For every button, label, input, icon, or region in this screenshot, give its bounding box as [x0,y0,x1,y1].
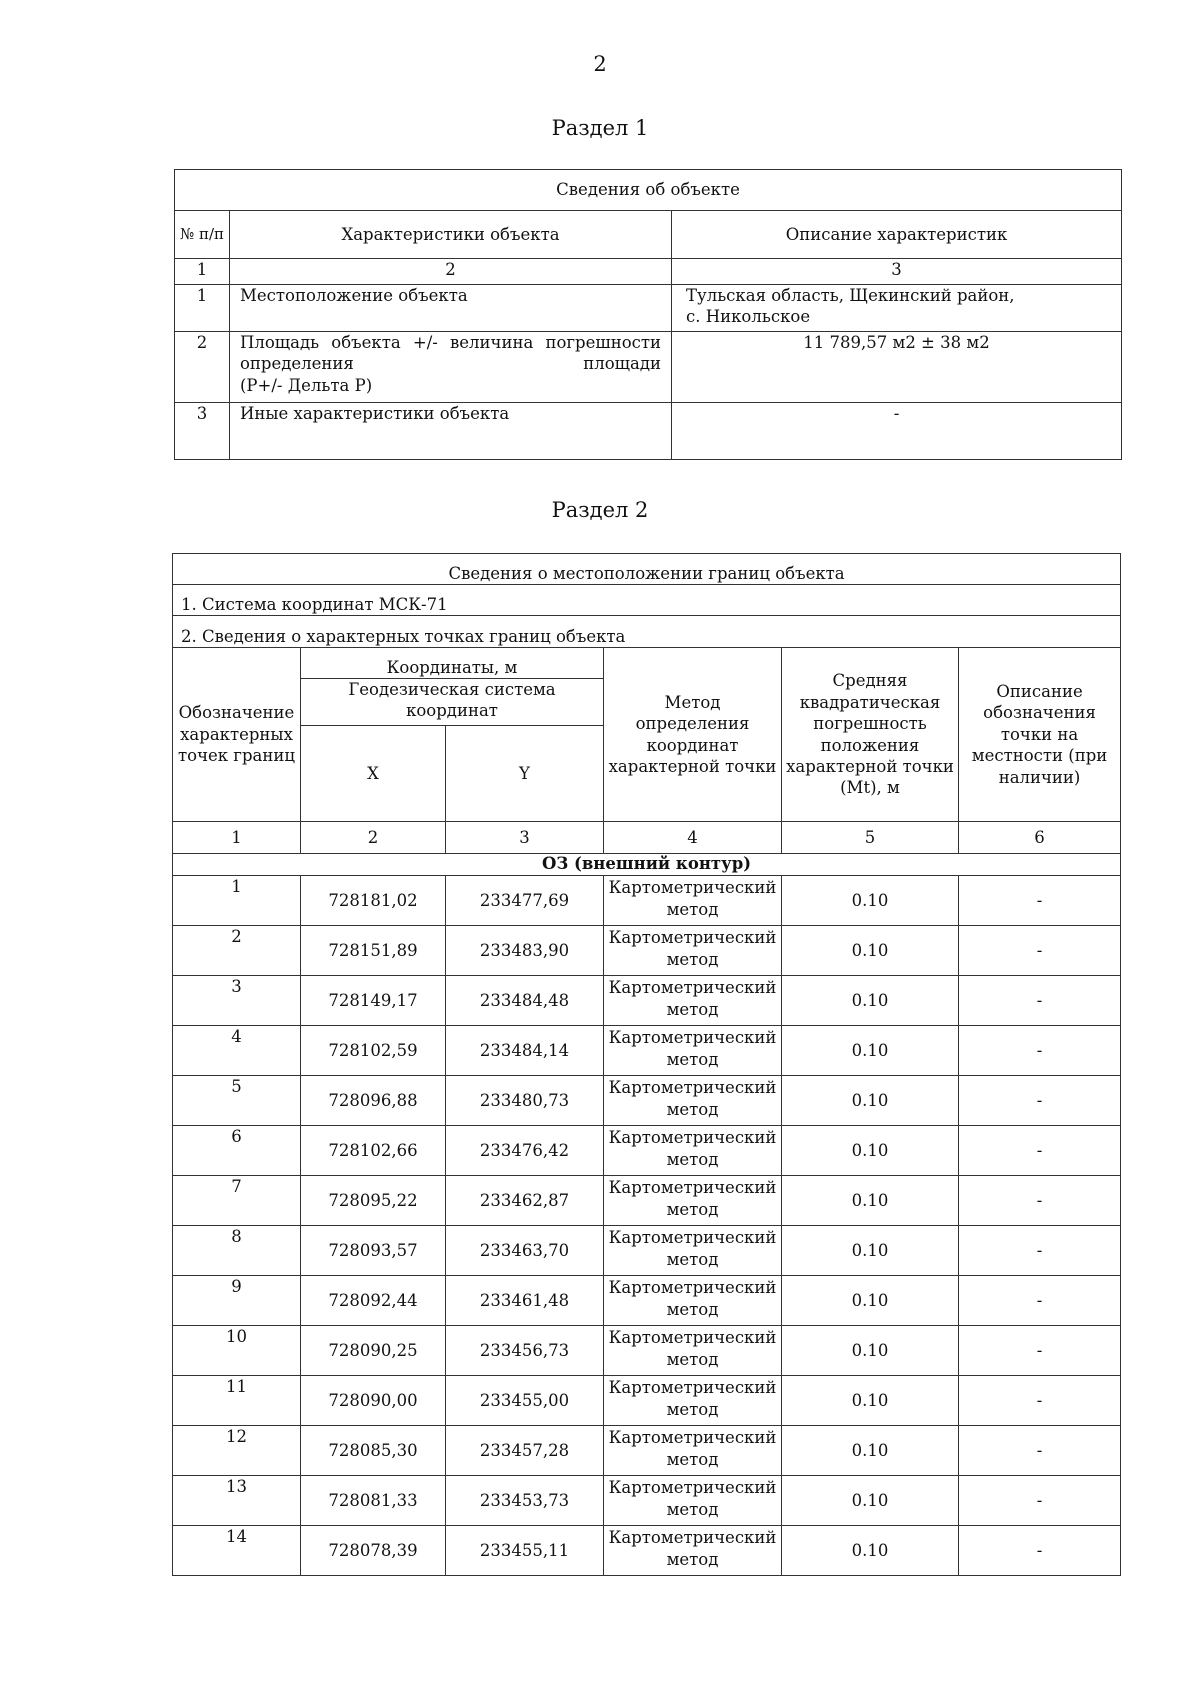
method: Картометрический метод [604,1126,782,1176]
table-row [173,1226,1121,1276]
table-row [173,1426,1121,1476]
coord-y: 233484,48 [446,976,604,1026]
method: Картометрический метод [604,1326,782,1376]
col-number: 3 [446,822,604,854]
method: Картометрический метод [604,876,782,926]
table-row [175,332,1122,403]
method: Картометрический метод [604,1526,782,1576]
point-number: 5 [173,1076,301,1126]
coord-x: 728093,57 [301,1226,446,1276]
header-description: Описание характеристик [672,211,1122,259]
table-row [173,1026,1121,1076]
mean-error: 0.10 [782,1176,959,1226]
point-number: 4 [173,1026,301,1076]
mean-error: 0.10 [782,1276,959,1326]
point-description: - [959,1226,1121,1276]
characteristic [230,332,672,403]
point-description: - [959,1276,1121,1326]
mean-error: 0.10 [782,1226,959,1276]
header-point: Обозначение характерных точек границ [173,648,301,822]
coord-y: 233476,42 [446,1126,604,1176]
mean-error: 0.10 [782,976,959,1026]
point-description: - [959,976,1121,1026]
point-number: 2 [173,926,301,976]
header-geodetic-system: Геодезическая система координат [301,679,604,726]
point-number: 11 [173,1376,301,1426]
mean-error: 0.10 [782,876,959,926]
table-row [173,1176,1121,1226]
coord-y: 233456,73 [446,1326,604,1376]
table-row [175,403,1122,460]
header-x: X [301,726,446,822]
point-number: 7 [173,1176,301,1226]
method: Картометрический метод [604,1376,782,1426]
header-num: № п/п [175,211,230,259]
mean-error: 0.10 [782,1076,959,1126]
page-number: 2 [593,52,607,76]
point-description: - [959,1476,1121,1526]
coord-x: 728090,25 [301,1326,446,1376]
mean-error: 0.10 [782,1376,959,1426]
method: Картометрический метод [604,1226,782,1276]
coord-x: 728096,88 [301,1076,446,1126]
point-number: 10 [173,1326,301,1376]
table-row [173,1276,1121,1326]
table-row [173,1076,1121,1126]
coord-x: 728078,39 [301,1526,446,1576]
section-1-title: Раздел 1 [551,116,649,140]
coord-x: 728095,22 [301,1176,446,1226]
point-description: - [959,1176,1121,1226]
coord-y: 233480,73 [446,1076,604,1126]
col-number: 1 [175,259,230,285]
row-number: 3 [175,403,230,460]
mean-error: 0.10 [782,1426,959,1476]
point-number: 13 [173,1476,301,1526]
header-error: Средняя квадратическая погрешность положения характерной точки (Mt), м [782,648,959,822]
coord-y: 233462,87 [446,1176,604,1226]
coord-y: 233453,73 [446,1476,604,1526]
description-line: Тульская область, Щекинский район, [686,286,1015,305]
characteristic-line: определения площади [240,354,661,374]
table-title: Сведения об объекте [175,170,1122,211]
point-number: 3 [173,976,301,1026]
coord-x: 728149,17 [301,976,446,1026]
point-description: - [959,876,1121,926]
table-row [173,1526,1121,1576]
coord-y: 233455,00 [446,1376,604,1426]
col-number: 1 [173,822,301,854]
point-number: 12 [173,1426,301,1476]
point-description: - [959,1526,1121,1576]
point-number: 6 [173,1126,301,1176]
method: Картометрический метод [604,926,782,976]
points-subtitle: 2. Сведения о характерных точках границ объекта [173,616,1121,648]
point-number: 14 [173,1526,301,1576]
object-info-table [174,169,1122,460]
col-number: 5 [782,822,959,854]
coord-y: 233463,70 [446,1226,604,1276]
characteristic-line: Площадь объекта +/- величина погрешности [240,333,661,352]
characteristic: Иные характеристики объекта [230,403,672,460]
coord-x: 728181,02 [301,876,446,926]
coord-x: 728102,66 [301,1126,446,1176]
coord-x: 728092,44 [301,1276,446,1326]
point-description: - [959,1026,1121,1076]
point-description: - [959,926,1121,976]
description: - [672,403,1122,460]
header-description: Описание обозначения точки на местности (при наличии) [959,648,1121,822]
point-number: 1 [173,876,301,926]
col-number: 2 [301,822,446,854]
table-row [173,1126,1121,1176]
coordinate-system: 1. Система координат МСК-71 [173,585,1121,616]
method: Картометрический метод [604,1276,782,1326]
header-characteristics: Характеристики объекта [230,211,672,259]
point-description: - [959,1076,1121,1126]
table-row [173,926,1121,976]
section-2-title: Раздел 2 [551,498,649,522]
point-number: 8 [173,1226,301,1276]
header-coordinates: Координаты, м [301,648,604,679]
point-description: - [959,1426,1121,1476]
coord-y: 233477,69 [446,876,604,926]
coord-y: 233484,14 [446,1026,604,1076]
description: 11 789,57 м2 ± 38 м2 [672,332,1122,403]
table-row [173,876,1121,926]
method: Картометрический метод [604,1176,782,1226]
mean-error: 0.10 [782,1476,959,1526]
col-number: 3 [672,259,1122,285]
coord-y: 233483,90 [446,926,604,976]
method: Картометрический метод [604,1476,782,1526]
contour-label: ОЗ (внешний контур) [173,854,1121,876]
row-number: 1 [175,285,230,332]
mean-error: 0.10 [782,1126,959,1176]
method: Картометрический метод [604,1026,782,1076]
coord-y: 233457,28 [446,1426,604,1476]
table-title: Сведения о местоположении границ объекта [173,554,1121,585]
coord-x: 728102,59 [301,1026,446,1076]
mean-error: 0.10 [782,1026,959,1076]
coord-x: 728085,30 [301,1426,446,1476]
coord-x: 728090,00 [301,1376,446,1426]
mean-error: 0.10 [782,1526,959,1576]
coord-y: 233455,11 [446,1526,604,1576]
col-number: 4 [604,822,782,854]
point-description: - [959,1376,1121,1426]
method: Картометрический метод [604,1076,782,1126]
mean-error: 0.10 [782,926,959,976]
point-description: - [959,1126,1121,1176]
method: Картометрический метод [604,1426,782,1476]
characteristic-line: (Р+/- Дельта Р) [240,375,373,395]
header-y: Y [446,726,604,822]
coord-x: 728081,33 [301,1476,446,1526]
description [672,285,1122,332]
method: Картометрический метод [604,976,782,1026]
table-row [173,1326,1121,1376]
boundary-points-table [172,553,1121,1576]
point-description: - [959,1326,1121,1376]
coord-y: 233461,48 [446,1276,604,1326]
coord-x: 728151,89 [301,926,446,976]
characteristic: Местоположение объекта [230,285,672,332]
description-line: с. Никольское [686,307,811,327]
table-row [173,976,1121,1026]
header-method: Метод определения координат характерной точки [604,648,782,822]
point-number: 9 [173,1276,301,1326]
row-number: 2 [175,332,230,403]
col-number: 2 [230,259,672,285]
mean-error: 0.10 [782,1326,959,1376]
col-number: 6 [959,822,1121,854]
table-row [175,285,1122,332]
table-row [173,1476,1121,1526]
table-row [173,1376,1121,1426]
